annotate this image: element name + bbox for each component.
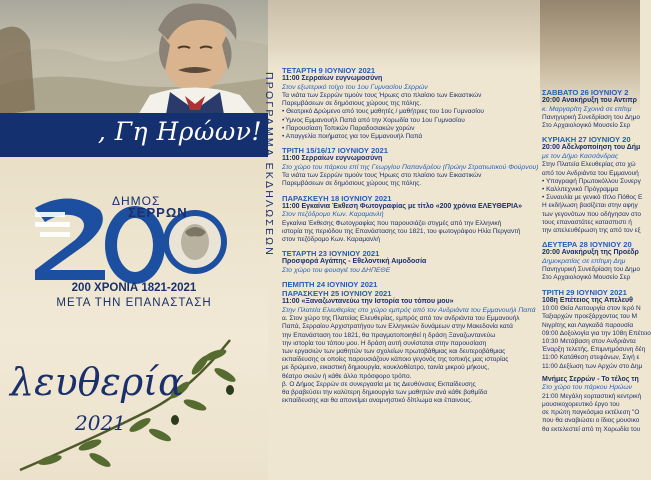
event-body-line: 21:00 Μεγάλη εορταστική κεντρική [542, 392, 642, 400]
event-body-line: • Παρουσίαση Τοπικών Παραδοσιακών χορών [282, 124, 415, 132]
anniversary-years: 200 ΧΡΟΝΙΑ 1821-2021 [71, 282, 197, 294]
event-date: ΤΡΙΤΗ 29 ΙΟΥΝΙΟΥ 2021 [542, 287, 627, 297]
event-body-line: με δρώμενο, εικαστική δημιουργία, κουκλοθέατρο, ταινία μικρού μήκους, [282, 364, 490, 372]
event-body-line: τους επαναστάτες κατασπιστι ή [542, 218, 632, 226]
event-title: 11:00 Εγκαίνια Έκθεση Φωτογραφίας με τίτλο «200 χρόνια ΕΛΕΥΘΕΡΙΑ» [282, 202, 523, 210]
event-title: 20:00 Ανακήρυξη του Αντιπρ [542, 97, 637, 104]
event-body-line: των εργασιών των μαθητών των σχολείων πρωτοβάθμιας και δευτεροβάθμιας [282, 348, 506, 356]
event-title: 11:00 Σερραίων ευγνωμοσύνη [282, 155, 383, 163]
event-entry [542, 240, 640, 282]
event-body-line: • Συναυλία με γενικό τίτλο Πόθος Ε [542, 194, 643, 202]
eleftheria-script-artwork [0, 320, 268, 480]
slogan-text: , Γη Ηρώων! [97, 117, 262, 146]
event-place: με τον Δήμο Κασσάνδρας [542, 152, 619, 160]
event-body-line: Στο Αρχαιολογικό Μουσείο Σερ [542, 274, 631, 282]
event-body-line: 11:00 Κατάθεση στεφάνων, Σιγή ε [542, 354, 640, 362]
event-entry [282, 66, 538, 141]
event-body-line: Έναρξη τελετής, Επιμνημόσυνη δέη [542, 346, 646, 354]
event-body-line: 11:00 Δεξίωση των Αρχών στο Δημ [542, 362, 643, 370]
event-body-line: μουσικοχορευτικό έργο του [542, 400, 620, 408]
event-body-line: εκπαίδευσης οι οποίες παρουσιάζουν κάποιο γεγονός της τοπικής μας ιστορίας [282, 356, 509, 364]
event-body-line: θέατρο σκιών ή κάθε άλλο πρόσφορο τρόπο. [282, 372, 412, 380]
event-body-line: Εγκαίνια Έκθεσης Φωτογραφίας που παρουσιάζει στιγμές από την Ελληνική [282, 219, 502, 227]
event-date: ΠΑΡΑΣΚΕΥΗ 25 ΙΟΥΝΙΟΥ 2021 [282, 289, 392, 299]
event-body-line: Παρεμβάσεων σε δημόσιους χώρους της πόλης. [282, 100, 422, 108]
event-entry [542, 135, 643, 235]
event-entry [282, 194, 538, 245]
event-body-line: από τον Ανδριάντα του Εμμανουή [542, 169, 639, 177]
event-title: 20:00 Ανακήρυξη της Προέδρ [542, 249, 639, 257]
event-body-line: σε πρώτη παγκόσμια εκτέλεση "Ο [542, 409, 640, 417]
event-place: κ. Μαργαρίτη Σχοινά σε επίτιμ [542, 105, 632, 113]
event-place: Δημοκρατίας σε επίτιμη Δημ [542, 257, 626, 265]
event-body-line: την απελευθέρωση της από τον εξ [542, 227, 641, 235]
event-date: ΔΕΥΤΕΡΑ 28 ΙΟΥΝΙΟΥ 20 [542, 240, 632, 250]
program-vertical-label [257, 72, 279, 472]
event-body-line: που θα αναβιώσει ο ίδιος μουσικο [542, 417, 640, 425]
event-date: ΠΑΡΑΣΚΕΥΗ 18 ΙΟΥΝΙΟΥ 2021 [282, 193, 392, 203]
event-body-line: την ιστορία του τόπου μου. Η δράση αυτή συνίσταται στην παρουσίαση [282, 339, 487, 347]
event-place: Στο χώρο του φουαγιέ του ΔΗΠΕΘΕ [282, 266, 391, 274]
event-body-line: Η εκδήλωση βασίζεται στην αφηγ [542, 202, 638, 210]
event-body-line: Νιγρίτης και Λαγκαδά παρουσία [542, 321, 634, 329]
event-body-line: θα βραβεύσει την καλύτερη δημιουργία των μαθητών ανά κάθε βαθμίδα [282, 389, 488, 397]
script-year: 2021 [75, 411, 126, 435]
event-body-line: Ταξιαρχών προεξάρχοντος του Μ [542, 313, 638, 321]
event-place: Στο χώρο του πάρκου επί της Γεωργίου Παπανδρέου (Πρώην Στρατιωτικού Φούρνου) [282, 163, 539, 171]
anniversary-subtitle: ΜΕΤΑ ΤΗΝ ΕΠΑΝΑΣΤΑΣΗ [56, 297, 212, 309]
event-body-line: α. Στον χώρο της Πλατείας Ελευθερίας, εμπρός από τον ανδριάντα του Εμμανουήλ [282, 315, 520, 323]
event-date: ΣΑΒΒΑΤΟ 26 ΙΟΥΝΙΟΥ 2 [542, 88, 629, 97]
event-body-line: ιστορία της περιόδου της Επανάστασης του 1821, του φωτογράφου Ηλία Περγαντή [282, 227, 521, 235]
event-title: 11:00 Σερραίων ευγνωμοσύνη [282, 75, 383, 82]
hero-portrait-illustration [0, 0, 268, 120]
event-body-line: Παπά, Σερραίου Αρχιστρατήγου των Ελληνικών δυνάμεων στην Μακεδονία κατά [282, 323, 513, 331]
event-body-line: Πανηγυρική Συνεδρίαση του Δημο [542, 114, 641, 121]
event-title: 20:00 Αδελφοποίηση του Δήμ [542, 144, 641, 152]
event-entry [542, 376, 640, 434]
event-place: Στον πεζόδρομο Κων. Καραμανλή [282, 211, 384, 219]
event-body-line: στον πεζόδρομο Κων. Καραμανλή [282, 236, 380, 244]
event-body-line: Τα νιάτα των Σερρών τιμούν τους Ήρωες στο πλαίσιο των Εικαστικών [282, 172, 482, 180]
event-title: Μνήμες Σερρών - Το τέλος τη [542, 375, 639, 383]
event-place: Στο χώρο του πάρκου Ηρώων [542, 384, 633, 392]
event-body-line: θα εκτελεστεί από τη Χορωδία του [542, 425, 641, 433]
dimos-label: ΔΗΜΟΣ [112, 194, 161, 208]
event-body-line: 09:00 Δοξολογία για την 108η Επέτειο [542, 329, 651, 337]
event-entry [282, 280, 538, 405]
event-body-line: •Ύμνος Εμμανουήλ Παπά από την Χορωδία του 1ου Γυμνασίου [282, 116, 465, 124]
event-place: Στον εξωτερικό τοίχο του 1ου Γυμνασίου Σερρών [282, 83, 428, 91]
event-entry [542, 287, 651, 371]
program-label-text: ΠΡΟΓΡΑΜΜΑ ΕΚΔΗΛΩΣΕΩΝ [263, 72, 275, 257]
left-poster-panel [0, 0, 268, 480]
event-date: ΤΕΤΑΡΤΗ 9 ΙΟΥΝΙΟΥ 2021 [282, 66, 376, 75]
event-body-line: • Καλλιτεχνικό Πρόγραμμα [542, 186, 619, 194]
event-body-line: • Υπογραφή Πρωτοκόλλου Συνεργ [542, 177, 641, 185]
event-body-line: Πανηγυρική Συνεδρίαση του Δημο [542, 266, 641, 274]
event-body-line: Παρεμβάσεων σε δημόσιους χώρους της πόλης. [282, 180, 422, 188]
event-entry [282, 249, 538, 275]
event-entry [282, 146, 538, 188]
script-word: λευθερία [10, 360, 184, 404]
event-title: 11:00 «Ξαναζωντανεύω την Ιστορία του τόπου μου» [282, 298, 454, 306]
event-title: Προσφορά Αγάπης - Εθελοντική Αιμοδοσία [282, 258, 427, 266]
event-title: 108η Επέτειος της Απελευθ [542, 296, 633, 304]
event-date: ΤΕΤΑΡΤΗ 23 ΙΟΥΝΙΟΥ 2021 [282, 249, 380, 259]
event-body-line: εκπαίδευσης και θα απονείμει αναμνηστικό δίπλωμα και έπαινους. [282, 397, 473, 405]
event-body-line: των γεγονότων που οδήγησαν στο [542, 210, 642, 218]
event-entry [542, 88, 640, 130]
event-date: ΤΡΙΤΗ 15/16/17 ΙΟΥΝΙΟΥ 2021 [282, 146, 388, 156]
serron-label: ΣΕΡΡΩΝ [128, 205, 188, 220]
event-body-line: Στο Αρχαιολογικό Μουσείο Σερ [542, 122, 631, 130]
event-body-line: 10:30 Μετάβαση στον Ανδριάντα [542, 337, 636, 345]
event-date: ΠΕΜΠΤΗ 24 ΙΟΥΝΙΟΥ 2021 [282, 280, 378, 290]
event-body-line: την Επανάσταση του 1821, θα πραγματοποιηθεί η δράση Ξαναζωντανεύω [282, 331, 496, 339]
event-place: Στην Πλατεία Ελευθερίας στο χώρο εμπρός από τον Ανδριάντα του Εμμανουήλ Παπά [282, 306, 536, 314]
event-body-line: • Θεατρικό Δρώμενο από τους μαθητές / μαθήτριες του 1ου Γυμνασίου [282, 108, 484, 116]
event-body-line: 10:00 Θεία Λειτουργία στον Ιερό Ν [542, 305, 641, 313]
event-date: ΚΥΡΙΑΚΗ 27 ΙΟΥΝΙΟΥ 20 [542, 135, 631, 145]
program-column-2 [542, 88, 651, 480]
event-body-line: Τα νιάτα των Σερρών τιμούν τους Ήρωες στο πλαίσιο των Εικαστικών [282, 92, 482, 99]
event-body-line: • Απαγγελία ποιήματος για τον Εμμανουήλ Παπά [282, 133, 423, 141]
event-body-line: Στην Πλατεία Ελευθερίας στο χώ [542, 161, 636, 169]
event-body-line: β. Ο Δήμος Σερρών σε συνεργασία με τις Διευθύνσεις Εκπαίδευσης [282, 380, 476, 388]
program-column-1 [282, 66, 538, 480]
